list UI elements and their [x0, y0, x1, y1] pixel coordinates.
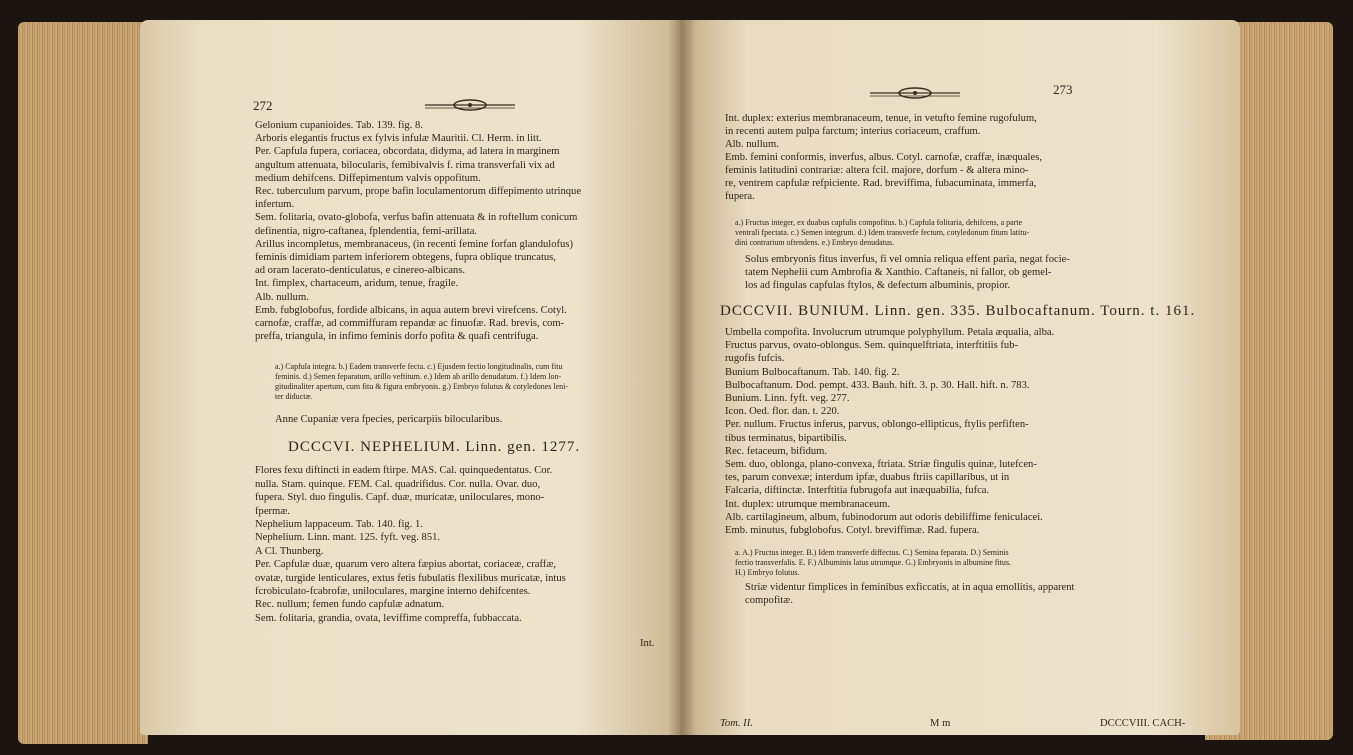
text-line: carnofæ, craffæ, ad commiffuram repandæ ac finuofæ. Rad. brevis, com- — [255, 318, 565, 329]
text-line: Rec. tuberculum parvum, prope bafin loculamentorum diffepimento utrinque — [255, 186, 582, 197]
left-page-number: 272 — [253, 98, 273, 113]
text-line: Icon. Oed. flor. dan. t. 220. — [725, 406, 840, 418]
text-line: Umbella compofita. Involucrum utrumque polyphyllum. Petala æqualia, alba. — [725, 327, 1055, 338]
text-line: compofitæ. — [745, 595, 793, 607]
text-line: Sem. duo, oblonga, plano-convexa, ftriata. Striæ fingulis quinæ, lutefcen- — [725, 459, 1037, 470]
text-line: medium dehifcens. Diffepimentum valvis oppofitum. — [255, 172, 481, 184]
text-line: Bunium Bulbocaftanum. Tab. 140. fig. 2. — [725, 366, 900, 378]
text-line: Per. Capfula fupera, coriacea, obcordata, didyma, ad latera in marginem — [255, 146, 560, 158]
text-line: dini contrarium oftendens. e.) Embryo denudatus. — [735, 238, 895, 247]
text-line: Int. duplex: utrumque membranaceum. — [725, 498, 891, 510]
right-page-number: 273 — [1053, 82, 1073, 97]
text-line: Alb. cartilagineum, album, fubinodorum aut odoris debiliffime feniculacei. — [725, 511, 1043, 523]
text-line: Emb. fubglobofus, fordide albicans, in aqua autem brevi virefcens. Cotyl. — [255, 304, 567, 316]
gutter-shadow — [668, 20, 696, 735]
text-line: Int. duplex: exterius membranaceum, tenue, in vetufto femine rugofulum, — [725, 113, 1037, 124]
section-heading-bunium: DCCCVII. BUNIUM. Linn. gen. 335. Bulbocaftanum. Tourn. t. 161. — [720, 303, 1196, 319]
text-line: definentia, nigro-caftanea, fplendentia, femi-arillata. — [255, 225, 478, 237]
text-line: ter diductæ. — [275, 392, 313, 402]
text-line: angultum attenuata, bilocularis, femibivalvis f. rima transverfali vix ad — [255, 159, 555, 171]
text-line: infertum. — [255, 199, 295, 211]
text-line: fectio transverfalis. E. F.) Albuminis latus utrumque. G.) Embryonis in albumine fitus. — [735, 558, 1011, 568]
text-line: Alb. nullum. — [725, 139, 779, 150]
text-line: preffa, triangula, in infimo feminis dorfo pofita & quafi centrifuga. — [255, 331, 539, 343]
text-line: feminis latitudini contrariæ: altera fcil. majore, dorfum - & altera mino- — [725, 165, 1029, 176]
left-page-edges — [18, 22, 148, 744]
right-ornament-icon — [870, 86, 960, 100]
text-line: Emb. femini conformis, inverfus, albus. Cotyl. carnofæ, craffæ, inæquales, — [725, 152, 1042, 163]
text-line: feminis dimidiam partem inferiorem obtegens, fupra oblique truncatus, — [255, 252, 556, 263]
text-line: fupera. — [725, 191, 755, 202]
text-line: gitudinaliter apertum, cum fitu & figura embryonis. g.) Embryo folutus & cotyledones leni- — [275, 382, 569, 392]
text-line: Sem. folitaria, grandia, ovata, leviffime compreffa, fubbaccata. — [255, 612, 522, 624]
text-line: nulla. Stam. quinque. FEM. Cal. quadrifidus. Cor. nulla. Ovar. duo, — [255, 478, 541, 490]
text-line: Falcaria, diftinctæ. Interftitia fubrugofa aut inæquabilia, fufca. — [725, 485, 990, 497]
text-line: Rec. nullum; femen fundo capfulæ adnatum. — [255, 599, 445, 611]
section-heading-nephelium: DCCCVI. NEPHELIUM. Linn. gen. 1277. — [288, 439, 581, 456]
text-line: A Cl. Thunberg. — [255, 545, 324, 557]
text-line: a.) Capfula integra. b.) Eadem transverfe fecta. c.) Ejusdem fectio longitudinalis, cum fitu — [275, 362, 563, 372]
text-line: Fructus parvus, ovato-oblongus. Sem. quinquelftriata, interftitiis fub- — [725, 340, 1019, 352]
text-line: fupera. Styl. duo fingulis. Capf. duæ, muricatæ, uniloculares, mono- — [255, 492, 545, 504]
text-line: Int. fimplex, chartaceum, aridum, tenue, fragile. — [255, 278, 459, 290]
text-line: ad oram lacerato-denticulatus, e cinereo-albicans. — [255, 265, 466, 277]
text-line: re, ventrem capfulæ refpiciente. Rad. breviffima, fubacuminata, immerfa, — [725, 178, 1037, 189]
text-line: Solus embryonis fitus inverfus, fi vel omnia reliqua effent paria, negat focie- — [745, 254, 1070, 265]
text-line: in recenti autem pulpa farctum; interius coriaceum, craffum. — [725, 126, 981, 137]
text-line: feminis. d.) Semen feparatum, arillo veftitum. e.) Idem ab arillo denudatum. f.) Idem lon- — [275, 372, 562, 382]
text-line: ventrali fpectata. c.) Semen integrum. d.) Idem transverfe fectum, cotyledonum fitum latitu- — [735, 228, 1030, 237]
text-line: tatem Nephelii cum Ambrofia & Xanthio. Caftaneis, ni fallor, ob gemel- — [745, 267, 1052, 278]
text-line: Arboris elegantis fructus ex fylvis infulæ Mauritii. Cl. Herm. in litt. — [255, 133, 542, 145]
text-line: Alb. nullum. — [255, 291, 309, 303]
text-line: Bunium. Linn. fyft. veg. 277. — [725, 393, 850, 404]
text-line: Emb. minutus, fubglobofus. Cotyl. breviffimæ. Rad. fupera. — [725, 525, 980, 536]
text-line: Rec. fetaceum, bifidum. — [725, 445, 828, 457]
text-line: Flores fexu diftincti in eadem ftirpe. MAS. Cal. quinquedentatus. Cor. — [255, 465, 553, 477]
catchword-left: Int. — [640, 638, 655, 649]
text-line: tibus terminatus, bipartibilis. — [725, 432, 847, 444]
text-line: fpermæ. — [255, 505, 291, 517]
text-line: Per. nullum. Fructus inferus, parvus, oblongo-ellipticus, ftylis perfiften- — [725, 419, 1029, 431]
text-line: Sem. folitaria, ovato-globofa, verfus bafin attenuata & in roftellum conicum — [255, 212, 578, 224]
left-ornament-icon — [425, 98, 515, 112]
text-line: Bulbocaftanum. Dod. pempt. 433. Bauh. hift. 3. p. 30. Hall. hift. n. 783. — [725, 379, 1030, 391]
text-line: Nephelium lappaceum. Tab. 140. fig. 1. — [255, 519, 423, 530]
text-line: los ad fingulas capfulas ftylos, & defectum albuminis, propior. — [745, 280, 1011, 291]
volume-label: Tom. II. — [720, 718, 753, 729]
text-line: H.) Embryo folutus. — [735, 568, 800, 578]
text-line: a.) Fructus integer, ex duabus capfulis compofitus. b.) Capfula folitaria, dehifcens, a parte — [735, 218, 1023, 227]
text-line: Per. Capfulæ duæ, quarum vero altera fæpius abortat, coriaceæ, craffæ, — [255, 559, 557, 571]
signature-mark: M m — [930, 718, 951, 729]
text-line: Anne Cupaniæ vera fpecies, pericarpiis bilocularibus. — [275, 414, 503, 426]
text-line: Striæ videntur fimplices in feminibus exficcatis, at in aqua emollitis, apparent — [745, 582, 1075, 594]
catchword-right: DCCCVIII. CACH- — [1100, 718, 1186, 729]
text-line: a. A.) Fructus integer. B.) Idem transverfe diffectus. C.) Semina feparata. D.) Seminis — [735, 548, 1009, 558]
text-line: Nephelium. Linn. mant. 125. fyft. veg. 851. — [255, 532, 441, 544]
text-line: Arillus incompletus, membranaceus, (in recenti femine forfan glandulofus) — [255, 238, 574, 250]
text-line: rugofis fufcis. — [725, 353, 785, 365]
text-line: ovatæ, turgide lenticulares, extus fetis fubulatis flexilibus muricatæ, intus — [255, 572, 566, 584]
text-line: Gelonium cupanioides. Tab. 139. fig. 8. — [255, 120, 423, 131]
text-line: fcrobiculato-fcabrofæ, uniloculares, margine interno dehifcentes. — [255, 586, 531, 597]
text-line: tes, parum convexæ; interdum ipfæ, duabus ftriis capillaribus, ut in — [725, 472, 1010, 484]
